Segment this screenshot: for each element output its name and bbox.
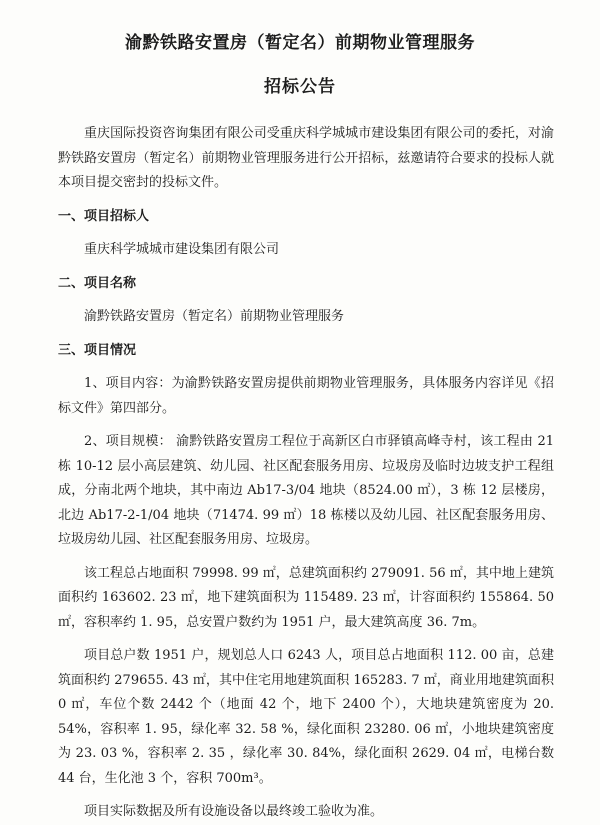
document-body <box>58 122 554 825</box>
section-heading-project-name: 二、项目名称 <box>58 275 137 291</box>
area-paragraph: 该工程总占地面积 79998. 99 ㎡，总建筑面积约 279091. 56 ㎡，其中地上建筑面积约 163602. 23 ㎡，地下建筑面积为 115489. 23 ㎡，计容面积约 155864. 50 ㎡，容积率约 1. 95，总安置户数约为 1951 户，最大建筑高度 36. 7m。 <box>58 565 554 630</box>
project-scale-item: 2、项目规模： 渝黔铁路安置房工程位于高新区白市驿镇高峰寺村，该工程由 21 栋 10-12 层小高层建筑、幼儿园、社区配套服务用房、垃圾房及临时边坡支护工程组成，分南北两个地块，其中南边 Ab17-3/04 地块（8524.00 ㎡），3 栋 12 层楼房，北边 Ab17-2-1/04 地块（71474. 99 ㎡）18 栋楼以及幼儿园、社区配套服务用房、垃圾房幼儿园、社区配套服务用房、垃圾房。 <box>58 434 554 547</box>
section-heading-bidder: 一、项目招标人 <box>58 208 150 224</box>
section-heading-project-info: 三、项目情况 <box>58 342 137 358</box>
project-content-item: 1、项目内容：为渝黔铁路安置房提供前期物业管理服务，具体服务内容详见《招标文件》第四部分。 <box>58 376 554 416</box>
document-title: 渝黔铁路安置房（暂定名）前期物业管理服务 <box>125 33 475 53</box>
final-note: 项目实际数据及所有设施设备以最终竣工验收为准。 <box>84 804 384 819</box>
document-subtitle: 招标公告 <box>264 77 336 97</box>
project-name: 渝黔铁路安置房（暂定名）前期物业管理服务 <box>84 309 345 324</box>
bidder-name: 重庆科学城城市建设集团有限公司 <box>84 242 280 257</box>
intro-paragraph: 重庆国际投资咨询集团有限公司受重庆科学城城市建设集团有限公司的委托，对渝黔铁路安置房（暂定名）前期物业管理服务进行公开招标，兹邀请符合要求的投标人就本项目提交密封的投标文件。 <box>58 126 554 190</box>
households-paragraph: 项目总户数 1951 户，规划总人口 6243 人，项目总占地面积 112. 00 亩，总建筑面积约 279655. 43 ㎡，其中住宅用地建筑面积 165283. 7 ㎡，商业用地建筑面积 0 ㎡，车位个数 2442 个（地面 42 个，地下 2400 个），大地块建筑密度为 20. 54%，容积率 1. 95，绿化率 32. 58 %，绿化面积 23280. 06 ㎡，小地块建筑密度为 23. 03 %，容积率 2. 35 ，绿化率 30. 84%，绿化面积 2629. 04 ㎡，电梯台数 44 台，生化池 3 个，容积 700m³。 <box>58 648 554 786</box>
